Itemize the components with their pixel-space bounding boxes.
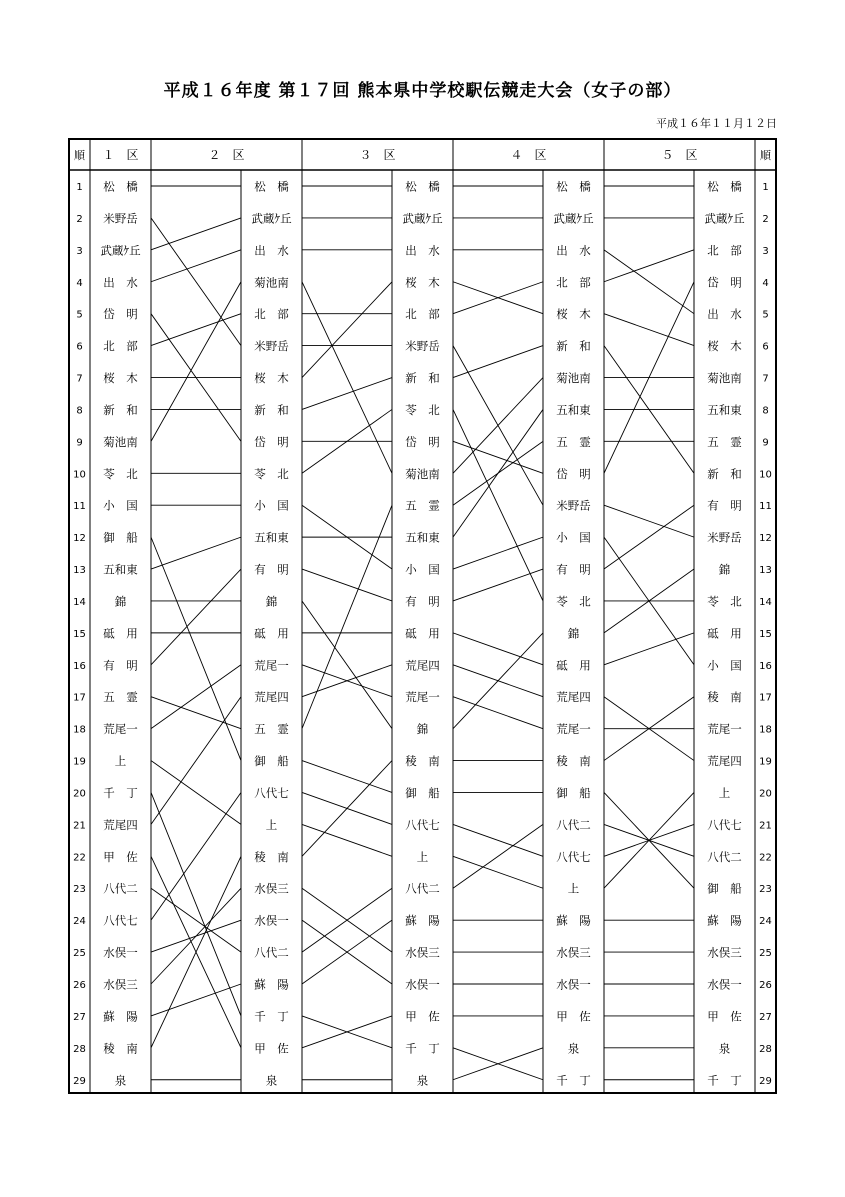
rank-change-line (151, 761, 241, 825)
rank-change-line (151, 537, 241, 760)
rank-number-left: 20 (73, 788, 86, 800)
rank-change-line (453, 633, 543, 729)
rank-change-line (151, 697, 241, 729)
rank-number-left: 29 (73, 1075, 86, 1087)
team-name: 水俣一 (405, 977, 440, 992)
rank-number-left: 23 (73, 884, 86, 896)
team-name: 蘇 陽 (405, 913, 440, 928)
team-name: 桜 木 (103, 371, 138, 386)
team-name: 荒尾四 (254, 690, 289, 705)
team-name: 水俣一 (254, 913, 289, 928)
team-name: 出 水 (103, 275, 138, 290)
rank-number-right: 28 (759, 1043, 772, 1055)
team-name: 小 国 (707, 658, 742, 673)
rank-number-right: 27 (759, 1011, 772, 1023)
leg-header-3: ３ 区 (359, 148, 396, 162)
team-name: 荒尾一 (405, 690, 440, 705)
team-name: 八代七 (254, 785, 289, 800)
team-name: 五和東 (556, 402, 591, 417)
rank-change-line (453, 856, 543, 888)
team-name: 苓 北 (103, 466, 138, 481)
team-name: 岱 明 (103, 307, 138, 322)
team-name: 米野岳 (707, 530, 742, 545)
team-name: 上 (416, 849, 429, 864)
rank-number-right: 24 (759, 916, 772, 928)
rank-number-right: 6 (762, 341, 769, 353)
rank-change-line (604, 505, 694, 569)
team-name: 蘇 陽 (707, 913, 742, 928)
team-name: 泉 (718, 1041, 731, 1056)
team-name: 有 明 (254, 562, 289, 577)
team-name: 水俣三 (254, 881, 289, 896)
rank-change-line (604, 250, 694, 282)
team-name: 稜 南 (103, 1041, 138, 1056)
team-name: 菊池南 (556, 371, 591, 386)
rank-header-right: 順 (760, 149, 771, 162)
rank-number-right: 23 (759, 884, 772, 896)
team-name: 岱 明 (405, 434, 440, 449)
team-name: 砥 用 (103, 626, 138, 641)
team-name: 千 丁 (254, 1009, 289, 1024)
team-name: 泉 (567, 1041, 580, 1056)
rank-number-right: 25 (759, 948, 772, 960)
rank-change-line (151, 282, 241, 442)
rank-change-line (302, 282, 392, 378)
leg-header-5: ５ 区 (661, 148, 698, 162)
team-name: 水俣三 (707, 945, 742, 960)
team-name: 苓 北 (405, 402, 440, 417)
team-name: 五和東 (103, 562, 138, 577)
team-name: 蘇 陽 (254, 977, 289, 992)
rank-number-right: 12 (759, 533, 772, 545)
team-name: 苓 北 (556, 594, 591, 609)
leg-header-2: ２ 区 (208, 148, 245, 162)
team-name: 荒尾一 (103, 722, 138, 737)
rank-change-line (453, 346, 543, 378)
team-name: 甲 佐 (707, 1009, 742, 1024)
team-name: 八代二 (254, 945, 289, 960)
team-name: 五 霊 (707, 434, 742, 449)
team-name: 御 船 (556, 785, 591, 800)
team-name: 水俣三 (405, 945, 440, 960)
team-name: 稜 南 (405, 754, 440, 769)
rank-change-line (453, 824, 543, 856)
team-name: 菊池南 (405, 466, 440, 481)
team-name: 錦 (265, 594, 278, 609)
team-name: 錦 (718, 562, 731, 577)
team-cells (90, 170, 755, 1093)
rank-change-line (453, 569, 543, 601)
rank-number-left: 5 (76, 309, 83, 321)
rank-number-left: 13 (73, 565, 86, 577)
team-name: 出 水 (254, 243, 289, 258)
rank-change-line (151, 314, 241, 346)
rank-change-line (604, 633, 694, 665)
team-name: 千 丁 (707, 1073, 742, 1088)
team-name: 八代七 (405, 817, 440, 832)
rank-number-left: 16 (73, 660, 86, 672)
rank-change-line (151, 888, 241, 952)
team-name: 新 和 (556, 339, 591, 354)
rank-number-left: 22 (73, 852, 86, 864)
rank-number-left: 24 (73, 916, 86, 928)
rank-number-right: 18 (759, 724, 772, 736)
team-name: 甲 佐 (254, 1041, 289, 1056)
rank-change-line (302, 282, 392, 474)
date-label: 平成１６年１１月１２日 (656, 117, 777, 130)
team-name: 新 和 (103, 402, 138, 417)
rank-number-left: 18 (73, 724, 86, 736)
team-name: 甲 佐 (405, 1009, 440, 1024)
team-name: 武蔵ｹ丘 (402, 211, 443, 226)
team-name: 五 霊 (556, 434, 591, 449)
team-name: 武蔵ｹ丘 (251, 211, 292, 226)
rank-number-right: 9 (762, 437, 769, 449)
team-name: 八代二 (556, 817, 591, 832)
team-name: 荒尾四 (556, 690, 591, 705)
rank-change-line (151, 984, 241, 1016)
team-name: 桜 木 (405, 275, 440, 290)
team-name: 錦 (114, 594, 127, 609)
team-name: 松 橋 (556, 179, 591, 194)
rank-number-left: 12 (73, 533, 86, 545)
rank-change-line (453, 409, 543, 601)
rank-number-right: 1 (762, 182, 769, 193)
team-name: 小 国 (405, 562, 440, 577)
team-name: 五 霊 (254, 722, 289, 737)
team-name: 水俣一 (707, 977, 742, 992)
team-name: 苓 北 (254, 466, 289, 481)
team-name: 水俣一 (103, 945, 138, 960)
rank-number-right: 4 (762, 277, 769, 289)
rank-change-line (302, 824, 392, 856)
team-name: 小 国 (556, 530, 591, 545)
rank-header-left: 順 (74, 149, 85, 162)
team-name: 米野岳 (254, 339, 289, 354)
rank-number-left: 21 (73, 820, 86, 832)
rank-number-right: 26 (759, 980, 772, 991)
team-name: 桜 木 (254, 371, 289, 386)
rank-number-right: 17 (759, 692, 772, 704)
leg-header-1: １ 区 (102, 148, 139, 162)
rank-number-left: 25 (73, 948, 86, 960)
team-name: 五和東 (405, 530, 440, 545)
rank-number-left: 2 (76, 213, 83, 225)
rank-change-line (453, 697, 543, 729)
team-name: 桜 木 (556, 307, 591, 322)
rank-number-left: 4 (76, 277, 83, 289)
team-name: 五和東 (707, 402, 742, 417)
rank-number-left: 28 (73, 1043, 86, 1055)
rank-change-line (151, 569, 241, 665)
team-name: 武蔵ｹ丘 (553, 211, 594, 226)
rank-number-left: 8 (76, 405, 83, 417)
team-name: 御 船 (254, 754, 289, 769)
rank-number-left: 10 (73, 469, 86, 481)
team-name: 北 部 (103, 339, 138, 354)
rank-change-line (151, 888, 241, 984)
rank-number-left: 19 (73, 756, 86, 768)
team-name: 上 (265, 817, 278, 832)
team-name: 岱 明 (556, 466, 591, 481)
team-name: 八代二 (103, 881, 138, 896)
rank-number-left: 1 (76, 182, 83, 193)
team-name: 武蔵ｹ丘 (100, 243, 141, 258)
team-name: 松 橋 (254, 179, 289, 194)
team-name: 稜 南 (707, 690, 742, 705)
rank-number-left: 27 (73, 1011, 86, 1023)
team-name: 北 部 (556, 275, 591, 290)
rank-number-right: 21 (759, 820, 772, 832)
team-name: 砥 用 (405, 626, 440, 641)
rank-change-line (604, 250, 694, 314)
team-name: 八代七 (103, 913, 138, 928)
rank-change-line (302, 378, 392, 410)
team-name: 八代二 (707, 849, 742, 864)
team-name: 上 (718, 785, 731, 800)
team-name: 松 橋 (405, 179, 440, 194)
team-name: 荒尾一 (707, 722, 742, 737)
team-name: 上 (114, 754, 127, 769)
rank-change-line (453, 824, 543, 888)
rank-change-line (453, 378, 543, 474)
team-name: 上 (567, 881, 580, 896)
team-name: 菊池南 (707, 371, 742, 386)
team-name: 泉 (416, 1073, 429, 1088)
rank-number-right: 19 (759, 756, 772, 768)
page-title: 平成１６年度 第１７回 熊本県中学校駅伝競走大会（女子の部） (163, 81, 682, 101)
team-name: 荒尾一 (556, 722, 591, 737)
rank-number-right: 22 (759, 852, 772, 864)
team-name: 出 水 (405, 243, 440, 258)
team-name: 出 水 (707, 307, 742, 322)
rank-number-right: 16 (759, 660, 772, 672)
team-name: 千 丁 (405, 1041, 440, 1056)
rank-change-line (453, 633, 543, 665)
rank-change-line (453, 537, 543, 569)
team-name: 八代七 (707, 817, 742, 832)
team-name: 松 橋 (707, 179, 742, 194)
rank-number-left: 3 (76, 245, 83, 257)
rank-change-line (453, 409, 543, 537)
team-name: 松 橋 (103, 179, 138, 194)
rank-change-line (151, 537, 241, 569)
team-name: 甲 佐 (103, 849, 138, 864)
rank-number-right: 8 (762, 405, 769, 417)
rank-change-line (151, 792, 241, 1015)
rank-number-left: 26 (73, 980, 86, 991)
rank-change-line (453, 441, 543, 473)
team-name: 甲 佐 (556, 1009, 591, 1024)
leg-header-4: ４ 区 (510, 148, 547, 162)
team-name: 桜 木 (707, 339, 742, 354)
team-name: 新 和 (707, 466, 742, 481)
team-name: 砥 用 (556, 658, 591, 673)
rank-number-left: 15 (73, 628, 86, 640)
team-name: 岱 明 (254, 434, 289, 449)
team-name: 稜 南 (556, 754, 591, 769)
team-name: 千 丁 (103, 785, 138, 800)
rank-number-right: 20 (759, 788, 772, 800)
rank-change-line (302, 505, 392, 728)
rank-change-line (302, 569, 392, 601)
team-name: 菊池南 (103, 434, 138, 449)
team-name: 砥 用 (254, 626, 289, 641)
team-name: 水俣一 (556, 977, 591, 992)
rank-change-line (604, 505, 694, 537)
team-name: 菊池南 (254, 275, 289, 290)
team-name: 苓 北 (707, 594, 742, 609)
rank-number-left: 14 (73, 596, 86, 608)
rank-number-left: 17 (73, 692, 86, 704)
rank-number-right: 10 (759, 469, 772, 481)
rank-change-line (302, 761, 392, 793)
rank-change-line (151, 665, 241, 729)
team-name: 出 水 (556, 243, 591, 258)
team-name: 水俣三 (103, 977, 138, 992)
rank-number-right: 11 (759, 501, 772, 513)
rank-number-right: 2 (762, 213, 769, 225)
rank-number-right: 3 (762, 245, 769, 257)
team-name: 泉 (265, 1073, 278, 1088)
team-name: 錦 (416, 722, 429, 737)
rank-change-line (151, 792, 241, 920)
team-name: 米野岳 (103, 211, 138, 226)
team-name: 泉 (114, 1073, 127, 1088)
team-name: 八代七 (556, 849, 591, 864)
team-name: 五 霊 (405, 498, 440, 513)
rank-number-left: 9 (76, 437, 83, 449)
team-name: 荒尾四 (707, 754, 742, 769)
team-name: 新 和 (405, 371, 440, 386)
team-name: 荒尾四 (405, 658, 440, 673)
rank-change-line (151, 250, 241, 282)
team-name: 稜 南 (254, 849, 289, 864)
team-name: 蘇 陽 (556, 913, 591, 928)
rank-number-right: 29 (759, 1075, 772, 1087)
team-name: 岱 明 (707, 275, 742, 290)
team-name: 小 国 (103, 498, 138, 513)
team-name: 小 国 (254, 498, 289, 513)
team-name: 御 船 (405, 785, 440, 800)
rank-number-right: 13 (759, 565, 772, 577)
rank-number-left: 11 (73, 501, 86, 513)
team-name: 錦 (567, 626, 580, 641)
team-name: 千 丁 (556, 1073, 591, 1088)
team-name: 五和東 (254, 530, 289, 545)
team-name: 米野岳 (405, 339, 440, 354)
team-name: 荒尾一 (254, 658, 289, 673)
team-name: 北 部 (254, 307, 289, 322)
team-name: 荒尾四 (103, 817, 138, 832)
rank-number-right: 15 (759, 628, 772, 640)
team-name: 御 船 (707, 881, 742, 896)
team-name: 御 船 (103, 530, 138, 545)
team-name: 水俣三 (556, 945, 591, 960)
team-name: 砥 用 (707, 626, 742, 641)
rank-number-right: 5 (762, 309, 769, 321)
rank-change-line (604, 314, 694, 346)
rank-change-line (151, 218, 241, 250)
rank-number-right: 14 (759, 596, 772, 608)
rank-number-left: 6 (76, 341, 83, 353)
rank-change-line (302, 761, 392, 857)
team-name: 北 部 (405, 307, 440, 322)
rank-number-right: 7 (762, 373, 769, 385)
team-name: 有 明 (405, 594, 440, 609)
team-name: 八代二 (405, 881, 440, 896)
team-name: 新 和 (254, 402, 289, 417)
rank-number-left: 7 (76, 373, 83, 385)
team-name: 有 明 (556, 562, 591, 577)
team-name: 有 明 (707, 498, 742, 513)
team-name: 五 霊 (103, 690, 138, 705)
team-name: 米野岳 (556, 498, 591, 513)
team-name: 武蔵ｹ丘 (704, 211, 745, 226)
rank-change-line (302, 601, 392, 729)
team-name: 北 部 (707, 243, 742, 258)
team-name: 有 明 (103, 658, 138, 673)
team-name: 蘇 陽 (103, 1009, 138, 1024)
rank-change-line (151, 697, 241, 825)
rank-change-line (151, 218, 241, 346)
